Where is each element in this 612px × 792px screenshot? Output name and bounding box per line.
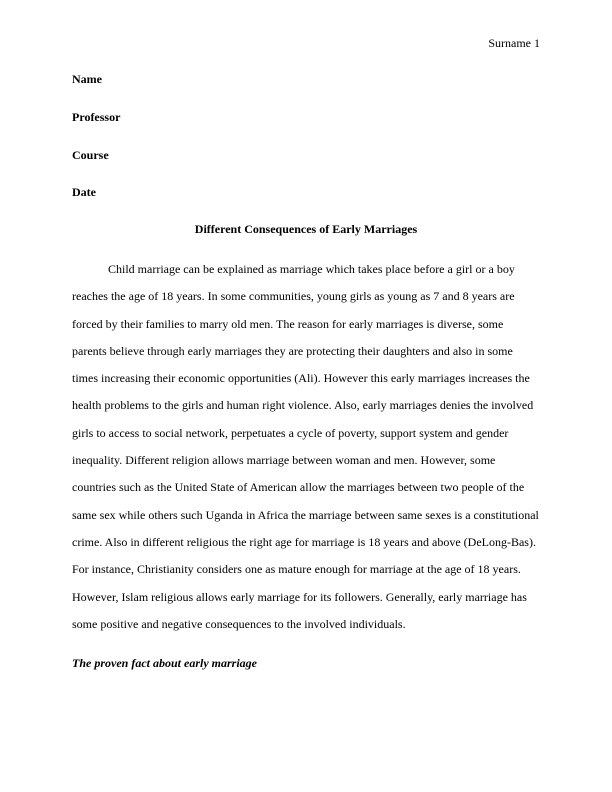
- section-heading: The proven fact about early marriage: [72, 656, 257, 670]
- paper-title: Different Consequences of Early Marriages: [194, 222, 418, 236]
- body-paragraph: Child marriage can be explained as marriage which takes place before a girl or a boy reaches the age of 18 years. In some communities, young girls as young as 7 and 8 years are forced by their families to marry old men. The reason for early marriages is diverse, some parents believe through early marriages they are protecting their daughters and also in some times increasing their economic opportunities (Ali). However this early marriages increases the health problems to the girls and human right violence. Also, early marriages denies the involved girls to access to social network, perpetuates a cycle of poverty, support system and gender inequality. Different religion allows marriage between woman and men. However, some countries such as the United State of American allow the marriages between two people of the same sex while others such Uganda in Africa the marriage between same sexes is a constitutional crime. Also in different religious the right age for marriage is 18 years and above (DeLong-Bas). For instance, Christianity considers one as mature enough for marriage at the age of 18 years. However, Islam religious allows early marriage for its followers. Generally, early marriage has some positive and negative consequences to the involved individuals.: [72, 262, 539, 631]
- student-name: Name: [72, 72, 102, 86]
- running-head: Surname 1: [488, 36, 540, 50]
- date-line: Date: [72, 185, 96, 199]
- course-name: Course: [72, 148, 109, 162]
- professor-name: Professor: [72, 110, 121, 124]
